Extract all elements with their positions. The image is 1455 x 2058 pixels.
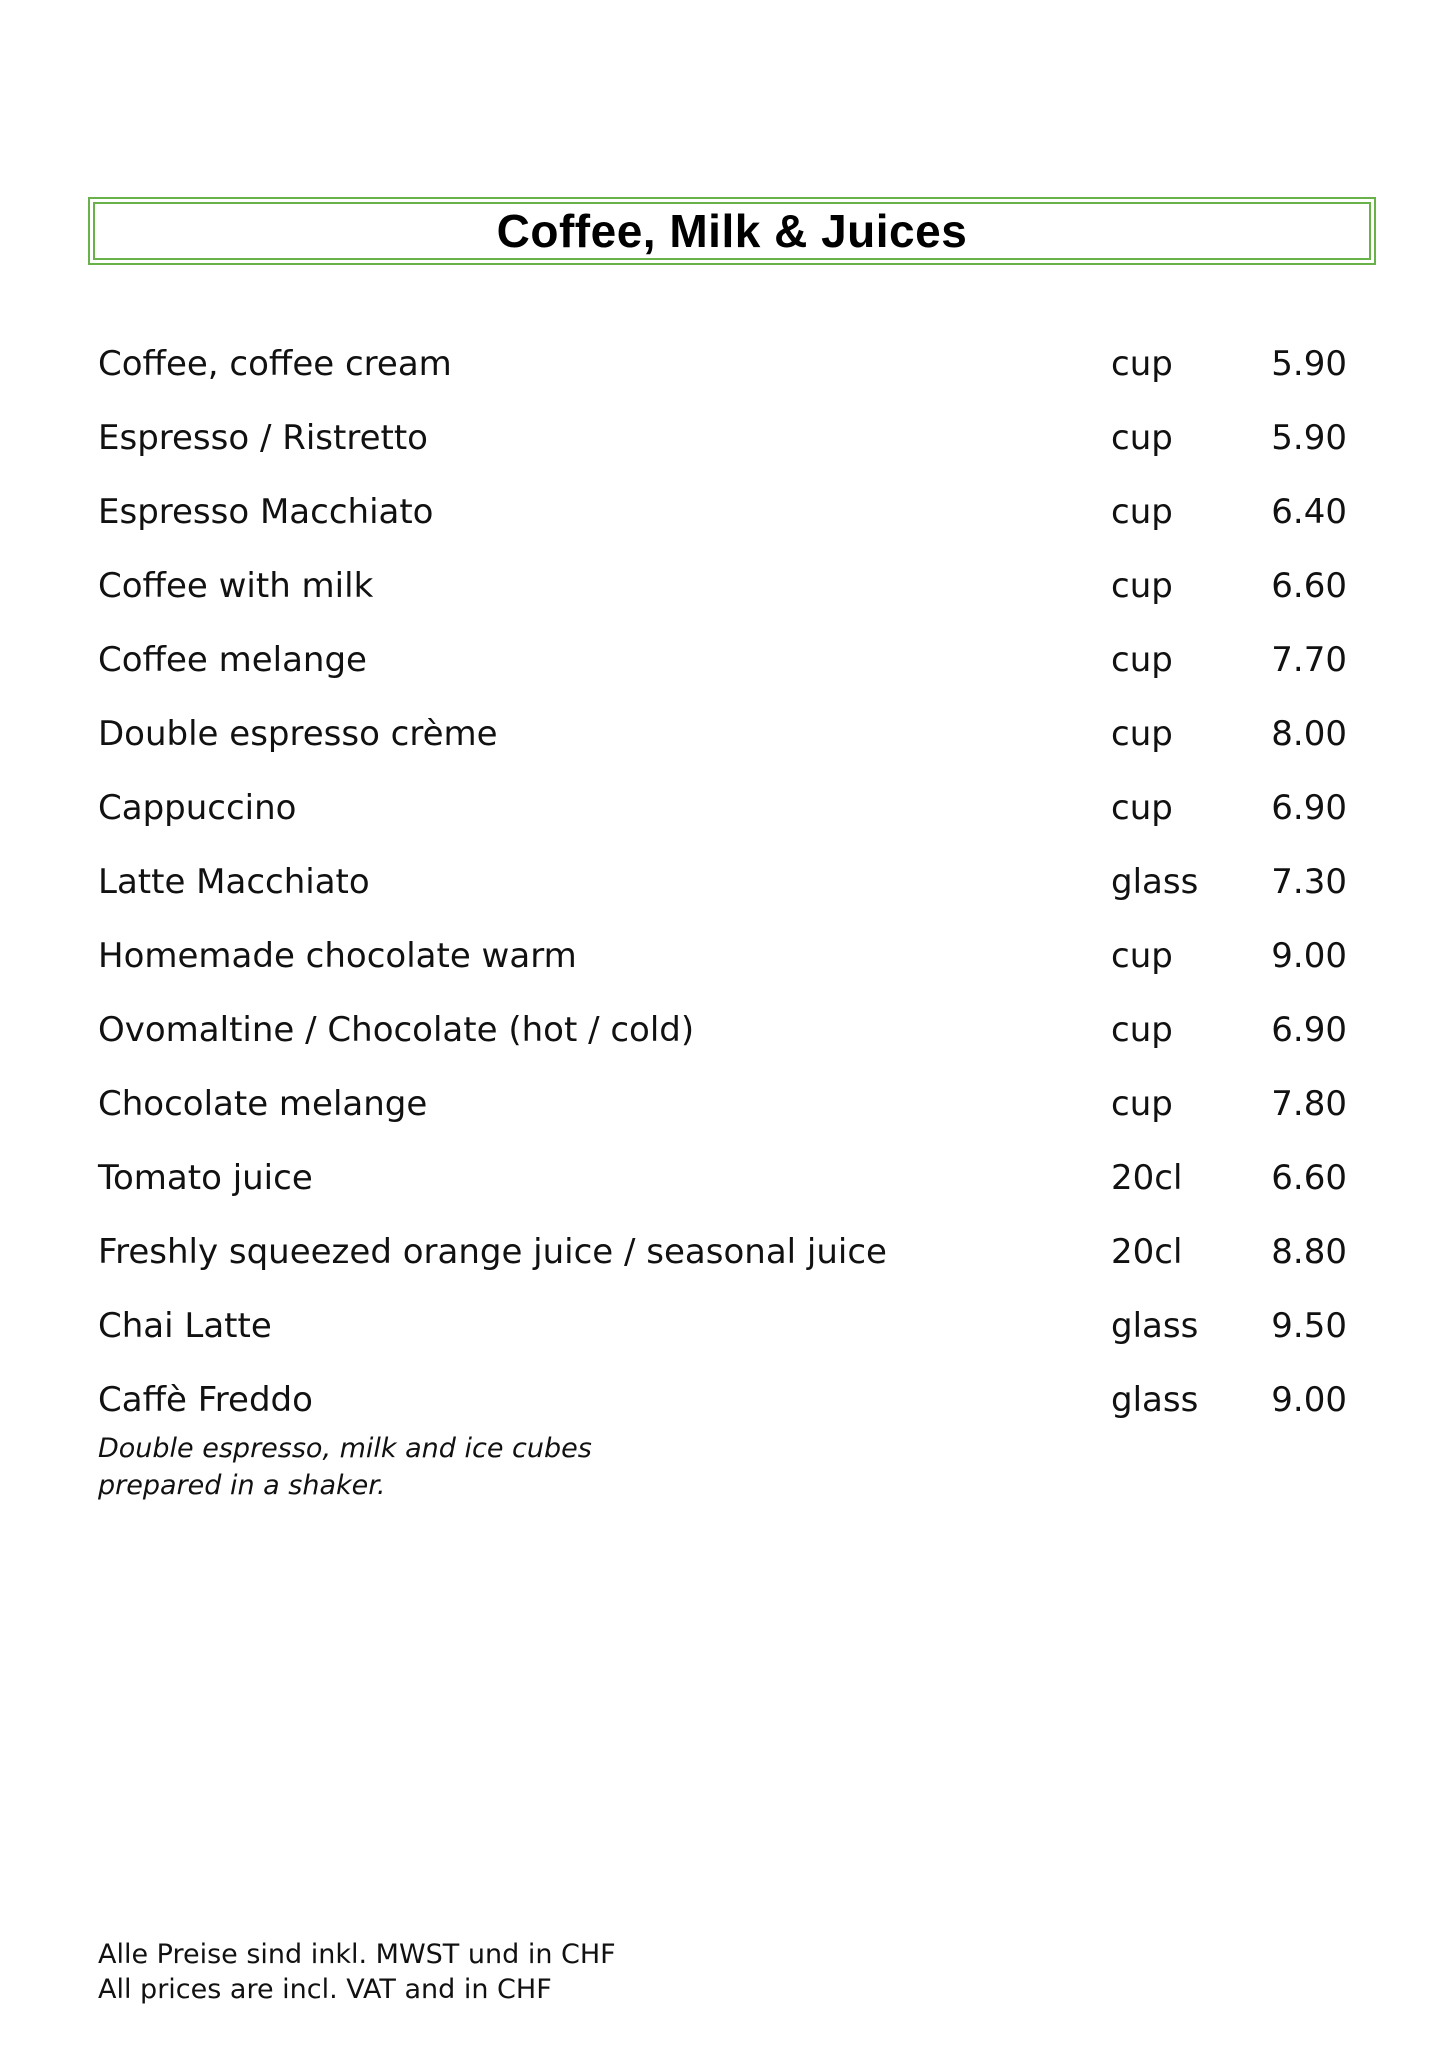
item-unit: cup [1111,788,1173,828]
menu-item [98,852,1368,926]
item-name: Espresso Macchiato [98,492,434,532]
footer-line-de: Alle Preise sind inkl. MWST und in CHF [98,1939,616,1970]
item-name: Coffee melange [98,640,367,680]
item-description [98,1430,592,1504]
item-description-line: prepared in a shaker. [98,1470,386,1501]
menu-item [98,408,1368,482]
menu-item [98,1148,1368,1222]
item-price: 8.00 [1271,714,1347,754]
item-name: Double espresso crème [98,714,498,754]
item-unit: glass [1111,1306,1199,1346]
item-unit: cup [1111,640,1173,680]
item-name: Chai Latte [98,1306,272,1346]
item-price: 9.00 [1271,1380,1347,1420]
menu-item [98,1000,1368,1074]
item-name: Chocolate melange [98,1084,428,1124]
item-price: 7.70 [1271,640,1347,680]
item-name: Caffè Freddo [98,1380,313,1420]
item-price: 6.40 [1271,492,1347,532]
item-name: Espresso / Ristretto [98,418,428,458]
item-name: Coffee, coffee cream [98,344,452,384]
item-unit: cup [1111,492,1173,532]
item-unit: 20cl [1111,1232,1183,1272]
item-unit: 20cl [1111,1158,1183,1198]
item-unit: cup [1111,1084,1173,1124]
item-price: 6.60 [1271,1158,1347,1198]
footer-line-en: All prices are incl. VAT and in CHF [98,1974,552,2005]
menu-item [98,1296,1368,1370]
item-price: 5.90 [1271,344,1347,384]
item-name: Homemade chocolate warm [98,936,577,976]
item-unit: glass [1111,1380,1199,1420]
item-price: 5.90 [1271,418,1347,458]
menu-list [98,334,1368,1501]
item-name: Cappuccino [98,788,297,828]
menu-item [98,334,1368,408]
menu-item [98,1222,1368,1296]
footer-note [98,1937,616,2007]
menu-item [98,1370,1368,1501]
menu-item [98,482,1368,556]
item-name: Latte Macchiato [98,862,370,902]
item-description-line: Double espresso, milk and ice cubes [98,1433,592,1464]
item-price: 6.60 [1271,566,1347,606]
menu-item [98,630,1368,704]
item-name: Freshly squeezed orange juice / seasonal juice [98,1232,887,1272]
menu-item [98,778,1368,852]
menu-item [98,556,1368,630]
item-price: 9.50 [1271,1306,1347,1346]
item-unit: cup [1111,1010,1173,1050]
item-name: Tomato juice [98,1158,313,1198]
item-name: Coffee with milk [98,566,374,606]
item-unit: glass [1111,862,1199,902]
item-price: 8.80 [1271,1232,1347,1272]
item-price: 9.00 [1271,936,1347,976]
menu-item [98,926,1368,1000]
item-price: 7.30 [1271,862,1347,902]
item-price: 7.80 [1271,1084,1347,1124]
page-title: Coffee, Milk & Juices [496,205,968,257]
item-price: 6.90 [1271,788,1347,828]
item-unit: cup [1111,714,1173,754]
menu-item [98,704,1368,778]
item-name: Ovomaltine / Chocolate (hot / cold) [98,1010,695,1050]
item-unit: cup [1111,566,1173,606]
item-unit: cup [1111,936,1173,976]
item-unit: cup [1111,418,1173,458]
menu-item [98,1074,1368,1148]
title-box [88,197,1376,265]
item-unit: cup [1111,344,1173,384]
item-price: 6.90 [1271,1010,1347,1050]
